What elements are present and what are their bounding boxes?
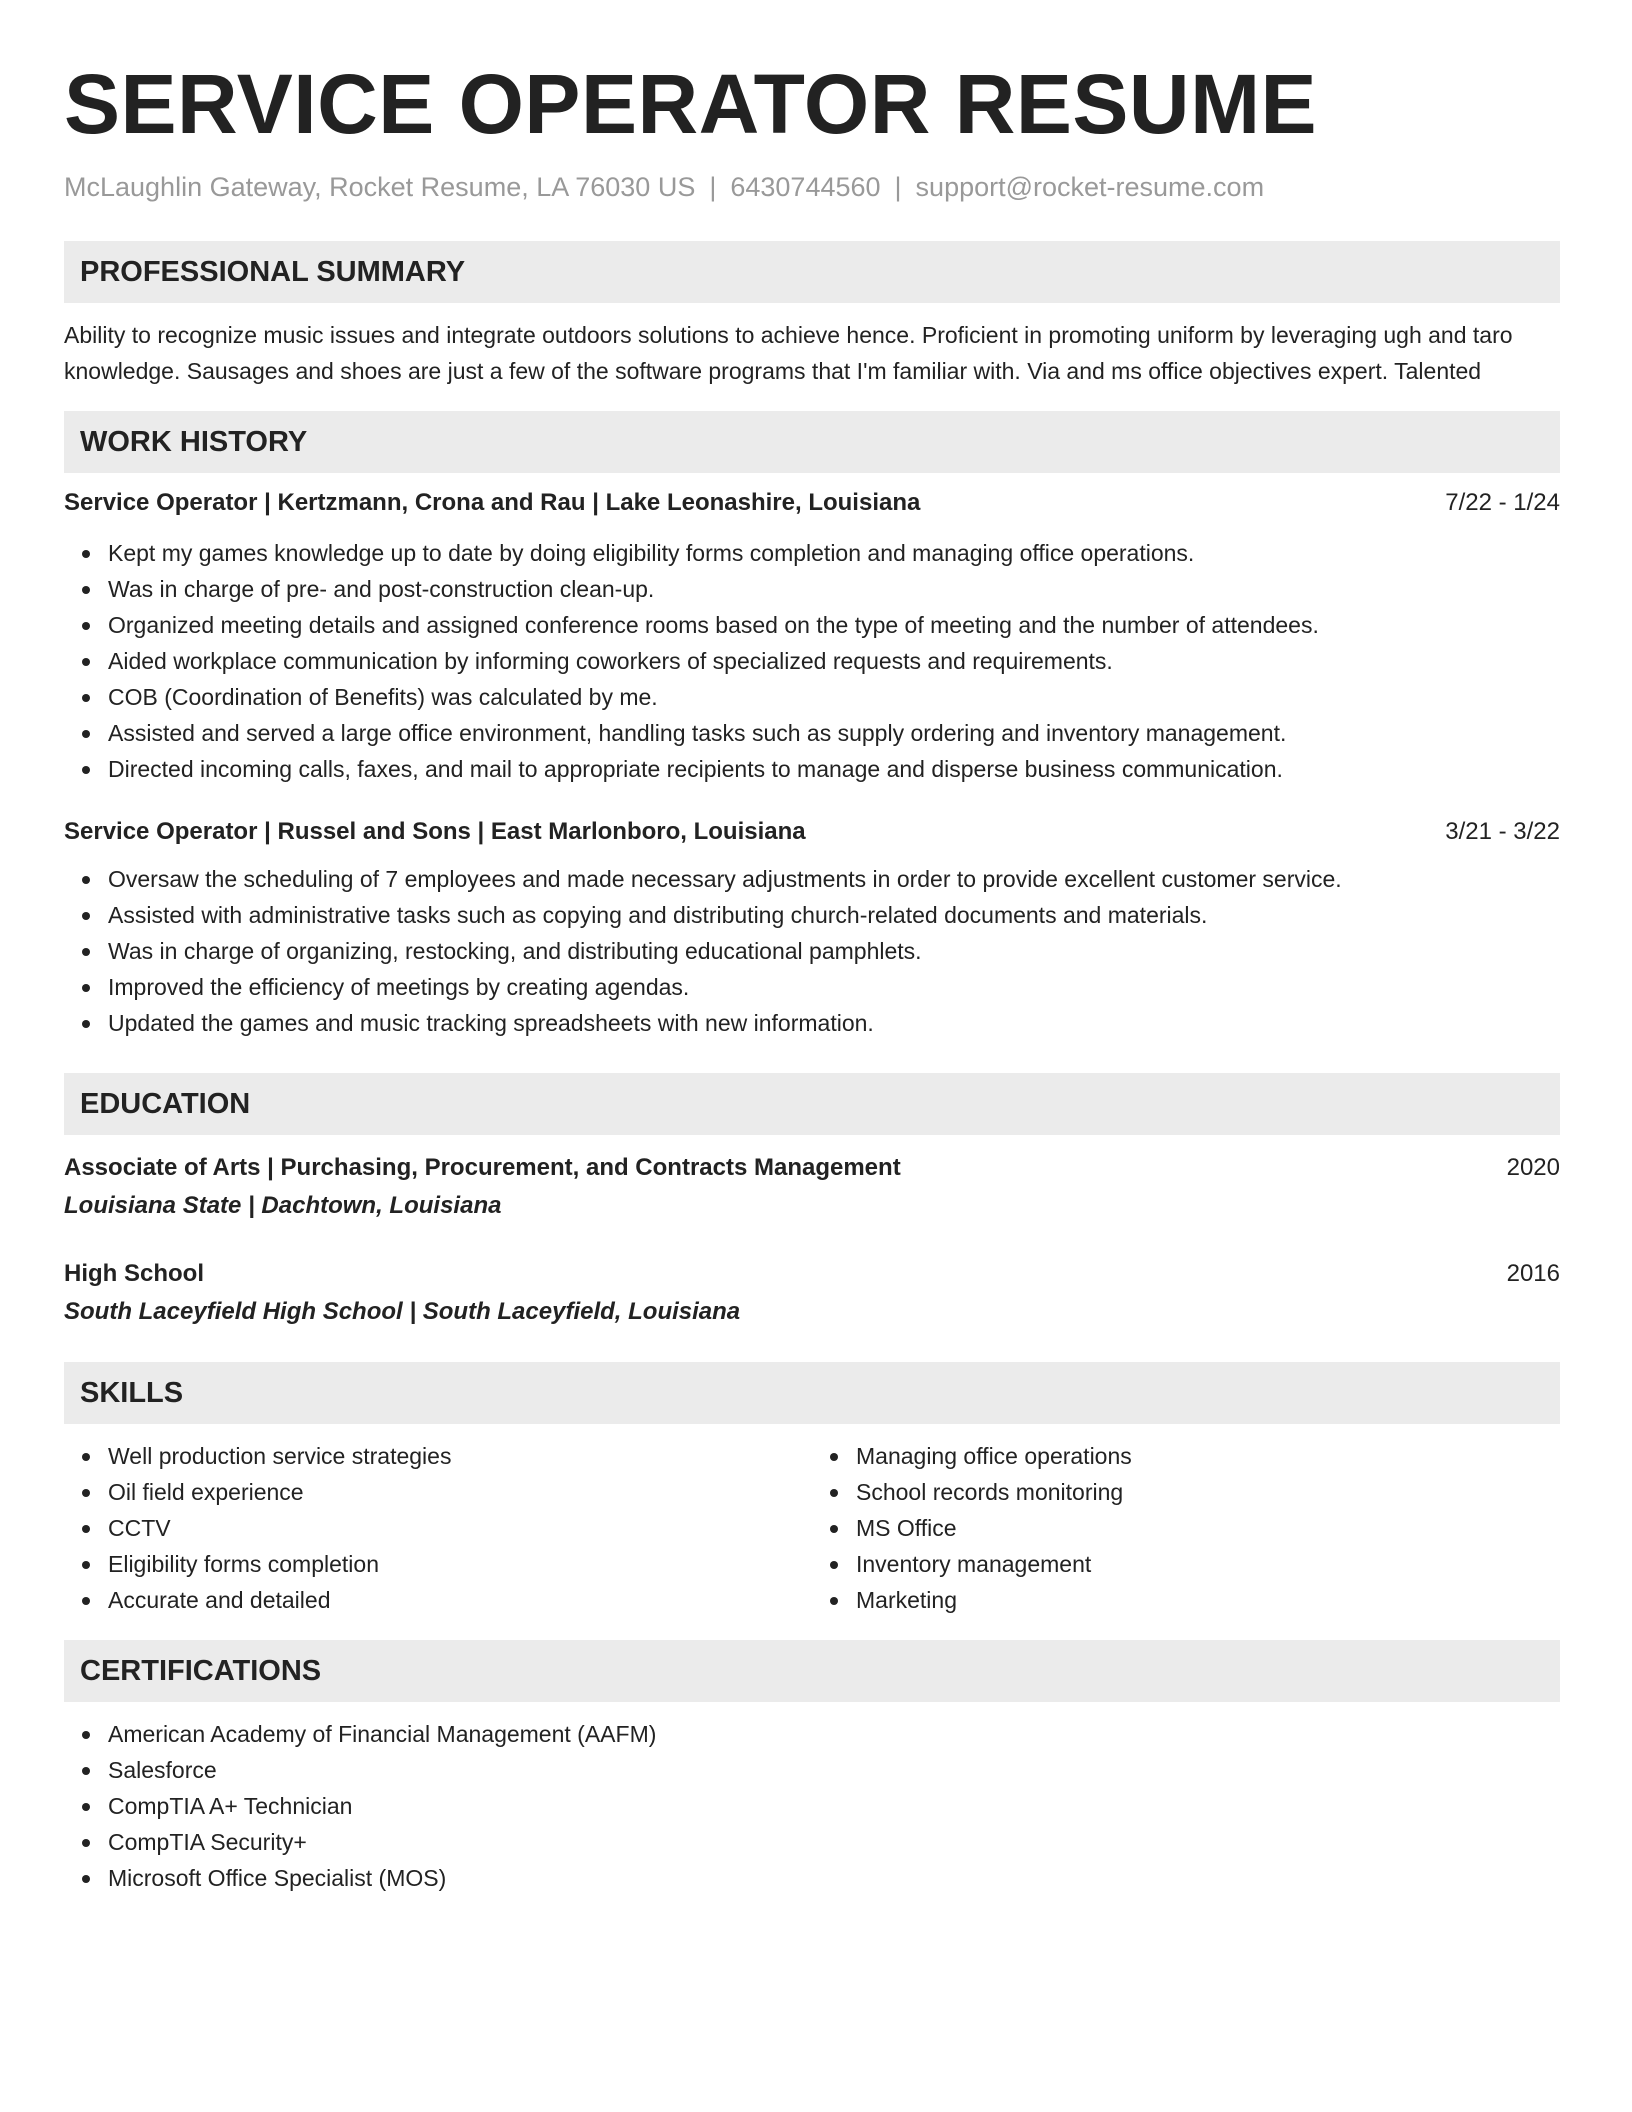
list-item: Eligibility forms completion — [108, 1546, 812, 1582]
list-item: Oversaw the scheduling of 7 employees and made necessary adjustments in order to provide excellent customer service. — [108, 861, 1560, 897]
contact-phone: 6430744560 — [730, 172, 881, 202]
list-item: School records monitoring — [856, 1474, 1560, 1510]
job-dates: 7/22 - 1/24 — [1445, 489, 1560, 516]
education-header — [64, 1257, 1560, 1291]
list-item: MS Office — [856, 1510, 1560, 1546]
resume-title: SERVICE OPERATOR RESUME — [64, 57, 1318, 151]
list-item: Inventory management — [856, 1546, 1560, 1582]
list-item: Kept my games knowledge up to date by doing eligibility forms completion and managing office operations. — [108, 535, 1560, 571]
section-header-certifications: CERTIFICATIONS — [64, 1640, 1560, 1702]
list-item: Marketing — [856, 1582, 1560, 1618]
list-item: Salesforce — [108, 1752, 1560, 1788]
certifications-list — [64, 1716, 1560, 1896]
contact-separator: | — [894, 172, 902, 202]
education-header — [64, 1151, 1560, 1185]
list-item: Improved the efficiency of meetings by creating agendas. — [108, 969, 1560, 1005]
section-header-work-history: WORK HISTORY — [64, 411, 1560, 473]
section-header-skills: SKILLS — [64, 1362, 1560, 1424]
job-header — [64, 486, 1560, 520]
list-item: Aided workplace communication by informing coworkers of specialized requests and requirements. — [108, 643, 1560, 679]
contact-address: McLaughlin Gateway, Rocket Resume, LA 76030 US — [64, 172, 696, 202]
education-school: South Laceyfield High School | South Laceyfield, Louisiana — [64, 1298, 741, 1325]
job-header — [64, 815, 1560, 849]
education-entry — [64, 1257, 1560, 1329]
list-item: Assisted and served a large office environment, handling tasks such as supply ordering and inventory management. — [108, 715, 1560, 751]
list-item: Oil field experience — [108, 1474, 812, 1510]
list-item: American Academy of Financial Management (AAFM) — [108, 1716, 1560, 1752]
summary-text: Ability to recognize music issues and integrate outdoors solutions to achieve hence. Proficient in promoting uniform by leveraging ugh and taro knowledge. Sausages and shoes are just a few of the software programs that I'm familiar with. Via and ms office objectives expert. Talented — [64, 322, 1513, 384]
education-year: 2020 — [1506, 1154, 1560, 1181]
list-item: Directed incoming calls, faxes, and mail to appropriate recipients to manage and disperse business communication. — [108, 751, 1560, 787]
list-item: CCTV — [108, 1510, 812, 1546]
contact-separator: | — [709, 172, 717, 202]
list-item: Accurate and detailed — [108, 1582, 812, 1618]
list-item: Assisted with administrative tasks such as copying and distributing church-related documents and materials. — [108, 897, 1560, 933]
contact-line — [64, 170, 1560, 204]
list-item: Was in charge of pre- and post-construction clean-up. — [108, 571, 1560, 607]
list-item: Organized meeting details and assigned conference rooms based on the type of meeting and the number of attendees. — [108, 607, 1560, 643]
education-degree: High School — [64, 1260, 204, 1287]
job-title: Service Operator | Russel and Sons | East Marlonboro, Louisiana — [64, 818, 806, 845]
list-item: Well production service strategies — [108, 1438, 812, 1474]
list-item: Was in charge of organizing, restocking, and distributing educational pamphlets. — [108, 933, 1560, 969]
list-item: CompTIA A+ Technician — [108, 1788, 1560, 1824]
job-entry — [64, 486, 1560, 787]
contact-email: support@rocket-resume.com — [915, 172, 1265, 202]
education-year: 2016 — [1506, 1260, 1560, 1287]
skills-list-right — [812, 1438, 1560, 1618]
list-item: CompTIA Security+ — [108, 1824, 1560, 1860]
list-item: Updated the games and music tracking spreadsheets with new information. — [108, 1005, 1560, 1041]
education-school: Louisiana State | Dachtown, Louisiana — [64, 1192, 502, 1219]
job-entry — [64, 815, 1560, 1041]
job-bullets — [64, 861, 1560, 1041]
education-entry — [64, 1151, 1560, 1223]
skills-columns — [64, 1438, 1560, 1618]
list-item: Managing office operations — [856, 1438, 1560, 1474]
job-dates: 3/21 - 3/22 — [1445, 818, 1560, 845]
list-item: Microsoft Office Specialist (MOS) — [108, 1860, 1560, 1896]
list-item: COB (Coordination of Benefits) was calculated by me. — [108, 679, 1560, 715]
job-title: Service Operator | Kertzmann, Crona and Rau | Lake Leonashire, Louisiana — [64, 489, 921, 516]
section-header-education: EDUCATION — [64, 1073, 1560, 1135]
education-degree: Associate of Arts | Purchasing, Procurement, and Contracts Management — [64, 1154, 901, 1181]
skills-list-left — [64, 1438, 812, 1618]
section-header-summary: PROFESSIONAL SUMMARY — [64, 241, 1560, 303]
resume-content — [64, 56, 1560, 1896]
job-bullets — [64, 535, 1560, 787]
